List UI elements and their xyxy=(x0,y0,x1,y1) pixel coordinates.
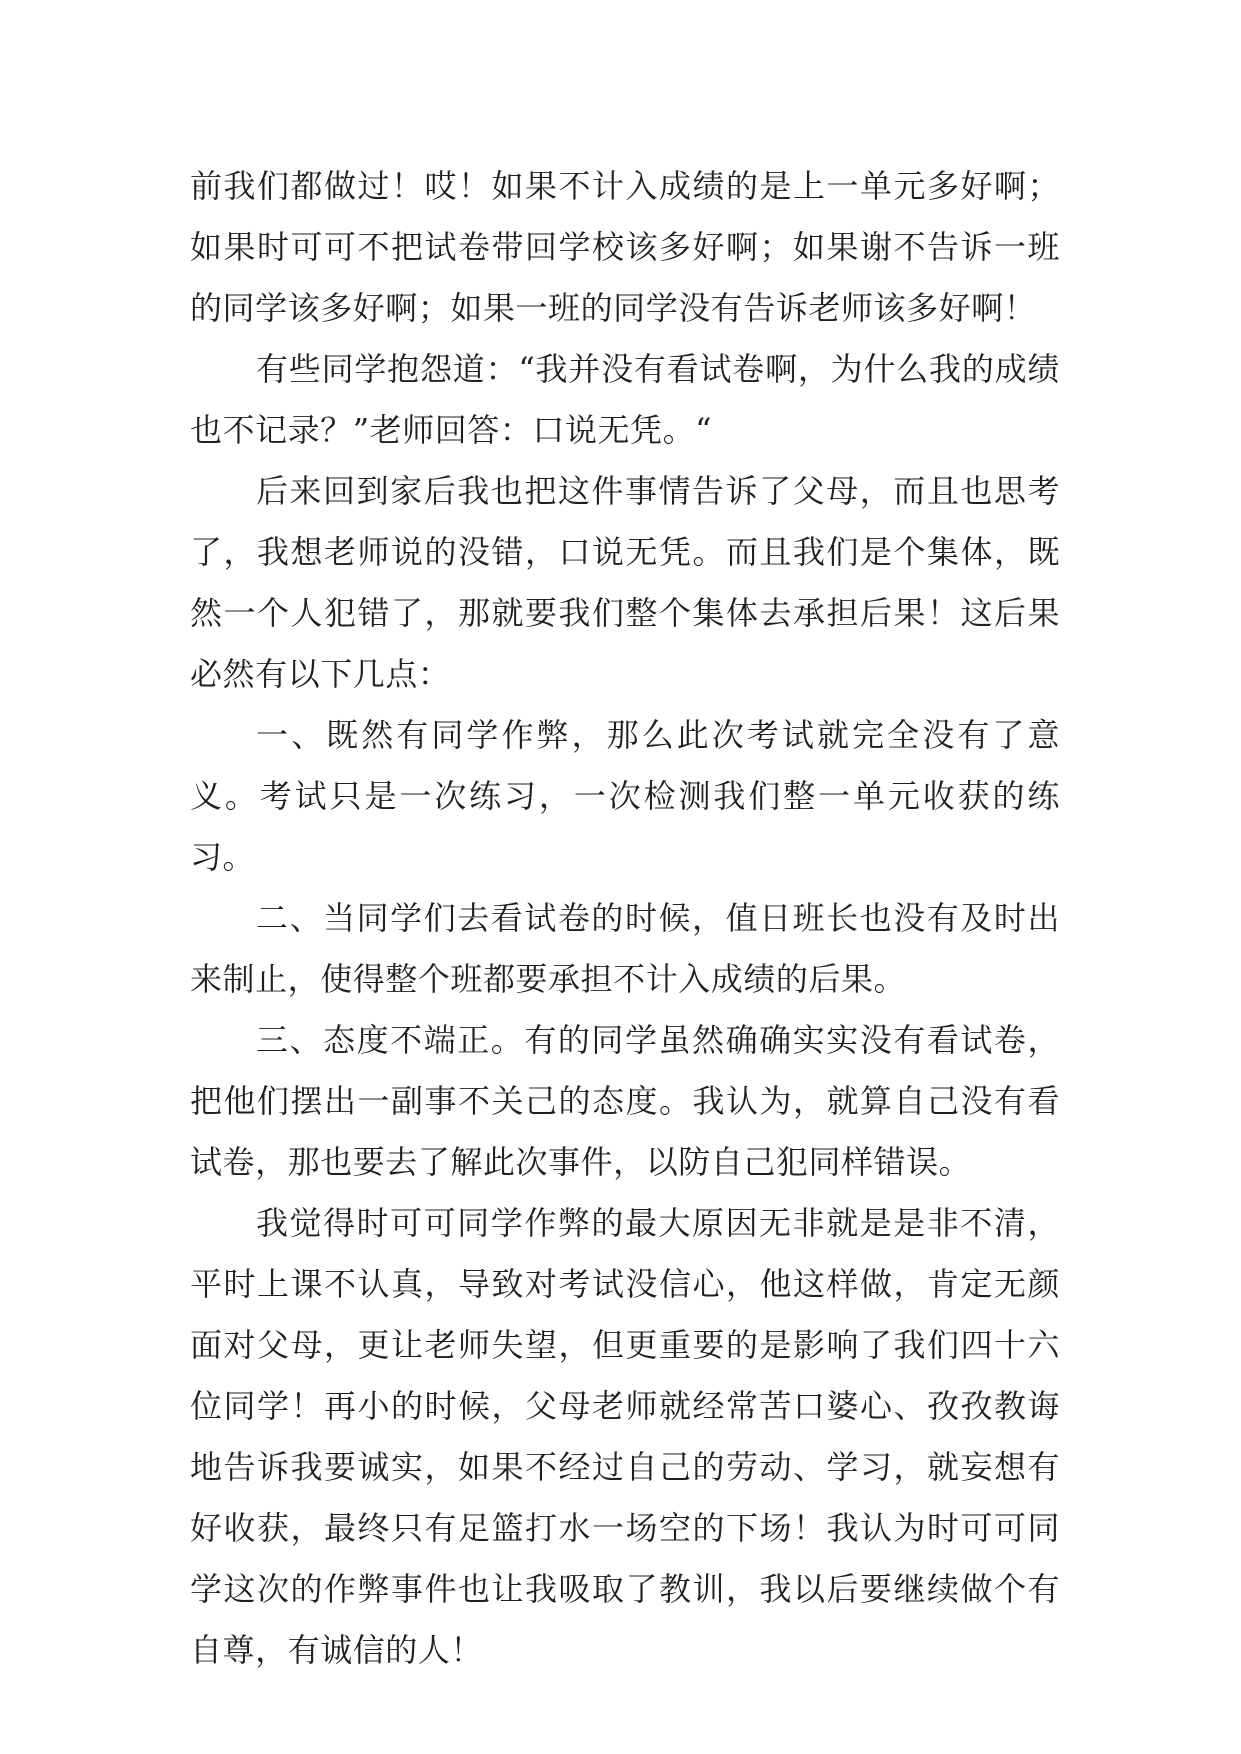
paragraph-point-three: 三、态度不端正。有的同学虽然确确实实没有看试卷，把他们摆出一副事不关己的态度。我认为，就算自己没有看试卷，那也要去了解此次事件，以防自己犯同样错误。 xyxy=(190,1021,1060,1181)
paragraph-complaint: 有些同学抱怨道：“我并没有看试卷啊，为什么我的成绩也不记录？”老师回答：口说无凭。“ xyxy=(190,350,1060,449)
paragraph-point-one: 一、既然有同学作弊，那么此次考试就完全没有了意义。考试只是一次练习，一次检测我们整一单元收获的练习。 xyxy=(190,716,1060,876)
paragraph-conclusion: 我觉得时可可同学作弊的最大原因无非就是是非不清，平时上课不认真，导致对考试没信心，他这样做，肯定无颜面对父母，更让老师失望，但更重要的是影响了我们四十六位同学！再小的时候，父母老师就经常苦口婆心、孜孜教诲地告诉我要诚实，如果不经过自己的劳动、学习，就妄想有好收获，最终只有足篮打水一场空的下场！我认为时可可同学这次的作弊事件也让我吸取了教训，我以后要继续做个有自尊，有诚信的人！ xyxy=(190,1204,1060,1669)
paragraph-reflection: 后来回到家后我也把这件事情告诉了父母，而且也思考了，我想老师说的没错，口说无凭。而且我们是个集体，既然一个人犯错了，那就要我们整个集体去承担后果！这后果必然有以下几点： xyxy=(190,472,1060,693)
document-page xyxy=(190,156,1060,1681)
paragraph-point-two: 二、当同学们去看试卷的时候，值日班长也没有及时出来制止，使得整个班都要承担不计入成绩的后果。 xyxy=(190,899,1060,998)
paragraph-continued: 前我们都做过！哎！如果不计入成绩的是上一单元多好啊；如果时可可不把试卷带回学校该多好啊；如果谢不告诉一班的同学该多好啊；如果一班的同学没有告诉老师该多好啊！ xyxy=(190,167,1060,327)
